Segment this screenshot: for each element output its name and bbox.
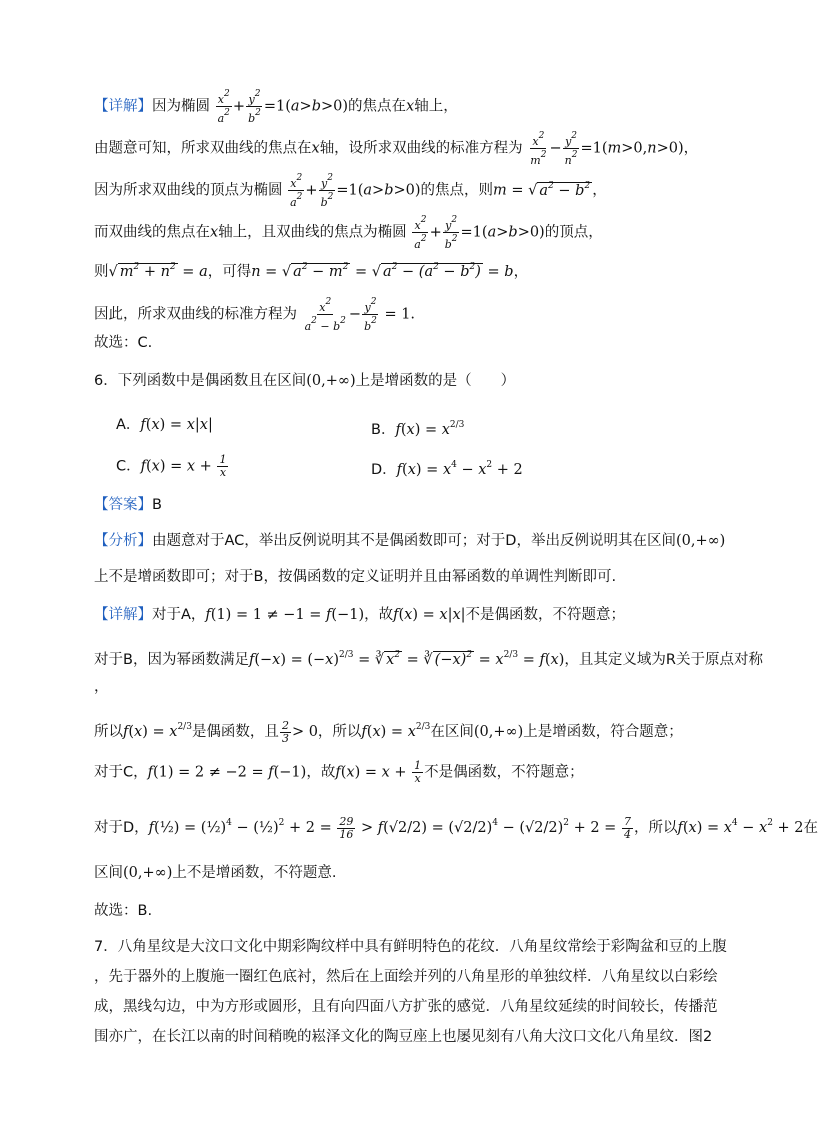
detail2-b2: ， <box>94 679 109 695</box>
analysis-line2: 上不是增函数即可；对于B，按偶函数的定义证明并且由幂函数的单调性判断即可. <box>94 569 617 585</box>
question-7-line3: 成，黑线勾边，中为方形或圆形，且有向四面八方扩张的感觉．八角星纹延续的时间较长，传播范 <box>94 999 718 1015</box>
detail2-b1: 对于B，因为幂函数满足$f(-x) = (-x)^{2/3}$ = ∛ $x^2$ = ∛ $(-x)^2 = x^{2/3} = f(x)$，且其定义域为R关于原点对称 <box>94 650 763 668</box>
question-7-line1: 7．八角星纹是大汶口文化中期彩陶纹样中具有鲜明特色的花纹．八角星纹常绘于彩陶盆和豆的上腹 <box>94 939 727 955</box>
detail2-d2: 区间(0,+∞)上不是增函数，不符题意. <box>94 865 337 881</box>
option-d[interactable]: D．$f(x) = x^4 - x^2 + 2$ <box>371 460 523 478</box>
answer-line <box>94 494 162 516</box>
detail2-a: 【详解】对于A，f(1) = 1 ≠ −1 = f(−1)，故f(x) = x|x|不是偶函数，不符题意； <box>94 607 626 623</box>
detail2-c: 对于C，f(1) = 2 ≠ −2 = f(−1)，故f(x) = x + $\frac{1}{x}$ 不是偶函数，不符题意； <box>94 759 584 785</box>
detail2-d1: 对于D，f(½) = (½)$^4$ − (½)$^2$ + 2 = $\frac{29}{16}$ > $f(√2/2) = (√2/2)^4 - (√2/2)^2 + 2$ = $\frac{7}{4}$ ，所以$f(x) = x^4 - x^2 + 2$在 <box>94 814 818 841</box>
answer-value: B <box>152 497 162 513</box>
detail-tag-2: 【详解】 <box>94 607 152 623</box>
option-b[interactable]: B．$f(x) = x^{2/3}$ <box>371 420 465 438</box>
analysis-line1: 【分析】由题意对于AC，举出反例说明其不是偶函数即可；对于D，举出反例说明其在区间(0,+∞) <box>94 533 726 549</box>
detail1-line6: 因此，所求双曲线的标准方程为 $\frac{x^2}{a^2 - b^2}$ − $\frac{y^2}{b^2}$ = 1. <box>94 297 416 333</box>
option-a[interactable]: A．f(x) = x|x| <box>116 417 213 433</box>
question-7-line4: 围亦广，在长江以南的时间稍晚的崧泽文化的陶豆座上也屡见刻有八角大汶口文化八角星纹．图2 <box>94 1029 713 1045</box>
detail2-choose: 故选：B. <box>94 903 153 919</box>
detail-tag: 【详解】 <box>94 98 152 115</box>
detail2-b3: 所以$f(x) = x^{2/3}$是偶函数，且 $\frac{2}{3}$ > 0，所以$f(x) = x^{2/3}$在区间(0,+∞)上是增函数，符合题意； <box>94 718 683 745</box>
detail1-line3: 因为所求双曲线的顶点为椭圆 $\frac{x^2}{a^2}$ + $\frac{y^2}{b^2}$ =1(a>b>0)的焦点，则m = √ $a^2 - b^2$ ， <box>94 173 607 209</box>
detail1-line2: 由题意可知，所求双曲线的焦点在x轴，设所求双曲线的标准方程为 $\frac{x^2}{m^2}$ − $\frac{y^2}{n^2}$ =1(m>0,n>0)， <box>94 131 699 167</box>
question-7-line2: ，先于器外的上腹施一圈红色底衬，然后在上面绘并列的八角星形的单独纹样．八角星纹以白彩绘 <box>94 969 718 985</box>
option-c[interactable]: C．f(x) = x + $\frac{1}{x}$ <box>116 453 227 479</box>
detail1-line5: 则√ $m^2 + n^2 = a$，可得n = √ $a^2 - m^2$ = √ $a^2 - (a^2 - b^2) = b$， <box>94 262 529 280</box>
detail1-line4: 而双曲线的焦点在x轴上，且双曲线的焦点为椭圆 $\frac{x^2}{a^2}$ + $\frac{y^2}{b^2}$ =1(a>b>0)的顶点， <box>94 215 603 251</box>
answer-tag: 【答案】 <box>94 497 152 513</box>
question-6-stem: 6．下列函数中是偶函数且在区间(0,+∞)上是增函数的是（ ） <box>94 373 516 389</box>
detail1-choose: 故选：C. <box>94 335 153 351</box>
detail1-line1: 【详解】因为椭圆 $\frac{x^2}{a^2}$ + $\frac{y^2}{b^2}$ =1(a>b>0)的焦点在x轴上， <box>94 89 458 125</box>
analysis-tag: 【分析】 <box>94 533 152 549</box>
